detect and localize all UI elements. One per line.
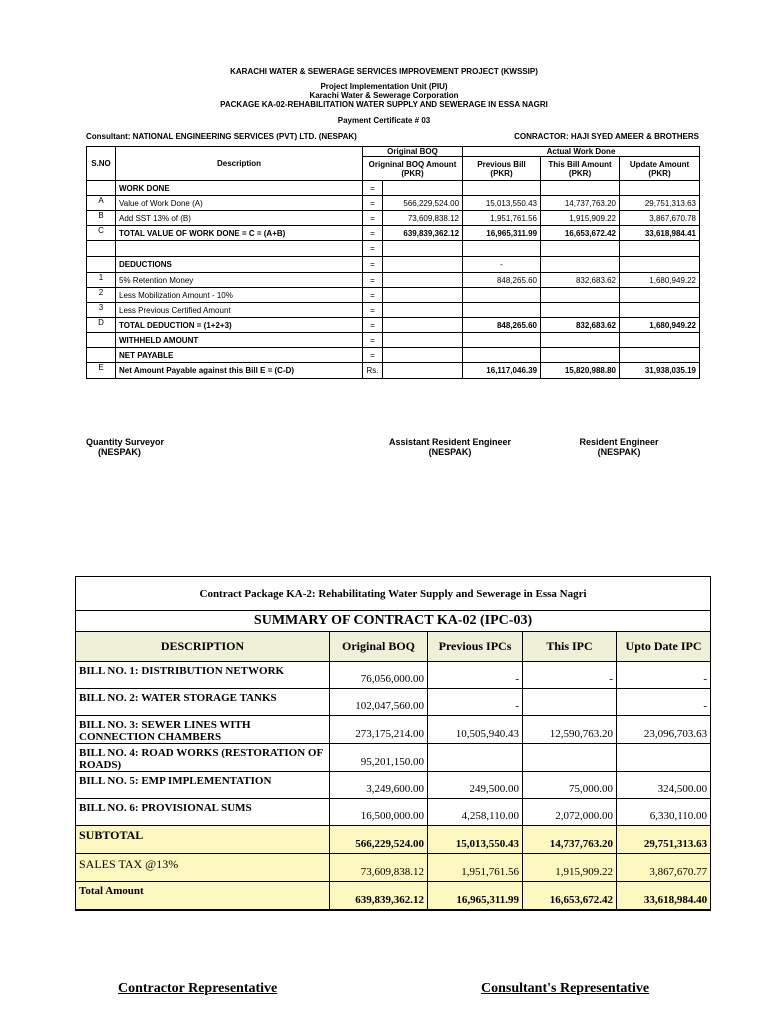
bill-original-boq: 76,056,000.00 (330, 662, 428, 689)
row-original-amount: 639,839,362.12 (383, 226, 463, 241)
row-sno (87, 333, 116, 348)
row-this-bill (541, 333, 620, 348)
row-equals-sign: = (363, 348, 383, 363)
total-previous: 16,965,311.99 (428, 882, 523, 910)
payment-certificate-table (86, 146, 700, 379)
table-row (87, 181, 700, 196)
col-update-amount-header: Update Amount (PKR) (620, 157, 700, 181)
row-sno: C (87, 226, 116, 241)
row-original-amount (383, 288, 463, 303)
col-original-amount-header: Origninal BOQ Amount (PKR) (363, 157, 463, 181)
bill-this-ipc: - (523, 662, 617, 689)
subtotal-upto: 29,751,313.63 (617, 826, 711, 854)
bill-original-boq: 16,500,000.00 (330, 799, 428, 826)
row-equals-sign: = (363, 226, 383, 241)
table-row (87, 211, 700, 226)
table-row (87, 196, 700, 211)
bill-upto-date-ipc: 6,330,110.00 (617, 799, 711, 826)
quantity-surveyor-title: Quantity Surveyor (86, 437, 165, 447)
bill-this-ipc: 2,072,000.00 (523, 799, 617, 826)
original-boq-group-header: Original BOQ (363, 147, 463, 157)
row-original-amount (383, 181, 463, 196)
row-update-amount: 29,751,313.63 (620, 196, 700, 211)
table-row (87, 226, 700, 241)
summary-bill-row (76, 689, 711, 716)
summary-subtotal-row (76, 826, 711, 854)
bill-upto-date-ipc: - (617, 689, 711, 716)
row-equals-sign: = (363, 333, 383, 348)
row-previous-bill: 848,265.60 (463, 318, 541, 333)
row-sno: 2 (87, 288, 116, 303)
bill-upto-date-ipc: 324,500.00 (617, 772, 711, 799)
summary-title: SUMMARY OF CONTRACT KA-02 (IPC-03) (76, 611, 711, 632)
row-equals-sign: = (363, 288, 383, 303)
row-description: Value of Work Done (A) (116, 196, 363, 211)
row-equals-sign: = (363, 241, 383, 257)
bill-original-boq: 3,249,600.00 (330, 772, 428, 799)
row-equals-sign: Rs. (363, 363, 383, 379)
subtotal-label: SUBTOTAL (76, 826, 330, 854)
row-description: NET PAYABLE (116, 348, 363, 363)
table-header-group-row (87, 147, 700, 157)
col-description-header: Description (116, 147, 363, 181)
summary-bill-row (76, 772, 711, 799)
resident-engineer-title: Resident Engineer (579, 437, 659, 447)
table-row (87, 333, 700, 348)
bill-this-ipc (523, 689, 617, 716)
row-original-amount (383, 241, 463, 257)
project-title: KARACHI WATER & SEWERAGE SERVICES IMPROVEMENT PROJECT (KWSSIP) (230, 67, 538, 76)
summary-bill-row (76, 744, 711, 772)
row-update-amount: 1,680,949.22 (620, 273, 700, 288)
bill-this-ipc (523, 744, 617, 772)
row-update-amount (620, 288, 700, 303)
row-original-amount (383, 257, 463, 273)
sales-tax-previous: 1,951,761.56 (428, 854, 523, 882)
actual-work-group-header: Actual Work Done (463, 147, 700, 157)
bill-previous-ipcs: - (428, 689, 523, 716)
bill-previous-ipcs: 249,500.00 (428, 772, 523, 799)
row-equals-sign: = (363, 181, 383, 196)
row-original-amount (383, 318, 463, 333)
row-previous-bill (463, 241, 541, 257)
row-sno: 3 (87, 303, 116, 318)
table-row (87, 241, 700, 257)
row-update-amount (620, 257, 700, 273)
subtotal-this: 14,737,763.20 (523, 826, 617, 854)
row-update-amount (620, 181, 700, 196)
row-update-amount (620, 241, 700, 257)
row-this-bill (541, 257, 620, 273)
row-original-amount: 73,609,838.12 (383, 211, 463, 226)
summary-col-this: This IPC (523, 632, 617, 662)
row-sno: E (87, 363, 116, 379)
summary-col-original: Original BOQ (330, 632, 428, 662)
table-row (87, 348, 700, 363)
row-previous-bill (463, 348, 541, 363)
row-equals-sign: = (363, 196, 383, 211)
bill-previous-ipcs: - (428, 662, 523, 689)
row-update-amount: 3,867,670.78 (620, 211, 700, 226)
row-update-amount (620, 348, 700, 363)
bill-description: BILL NO. 1: DISTRIBUTION NETWORK (76, 662, 330, 689)
corporation-title: Karachi Water & Sewerage Corporation (309, 91, 459, 100)
sales-tax-this: 1,915,909.22 (523, 854, 617, 882)
certificate-title: Payment Certificate # 03 (337, 116, 431, 125)
row-this-bill (541, 348, 620, 363)
piu-title: Project Implementation Unit (PIU) (320, 82, 448, 91)
subtotal-previous: 15,013,550.43 (428, 826, 523, 854)
row-previous-bill (463, 303, 541, 318)
table-row (87, 303, 700, 318)
summary-header-row (76, 632, 711, 662)
row-sno (87, 241, 116, 257)
row-this-bill (541, 303, 620, 318)
sales-tax-upto: 3,867,670.77 (617, 854, 711, 882)
bill-original-boq: 95,201,150.00 (330, 744, 428, 772)
summary-title-row (76, 611, 711, 632)
col-sno-header: S.NO (87, 147, 116, 181)
bill-original-boq: 102,047,560.00 (330, 689, 428, 716)
table-row (87, 288, 700, 303)
package-title: PACKAGE KA-02-REHABILITATION WATER SUPPLY AND SEWERAGE IN ESSA NAGRI (220, 100, 548, 109)
row-description: Add SST 13% of (B) (116, 211, 363, 226)
consultant-representative-label: Consultant's Representative (481, 981, 650, 996)
row-sno: D (87, 318, 116, 333)
summary-package-title: Contract Package KA-2: Rehabilitating Water Supply and Sewerage in Essa Nagri (76, 577, 711, 611)
contract-summary-table (75, 576, 711, 911)
bill-upto-date-ipc (617, 744, 711, 772)
bill-description: BILL NO. 2: WATER STORAGE TANKS (76, 689, 330, 716)
row-sno (87, 257, 116, 273)
row-description: 5% Retention Money (116, 273, 363, 288)
quantity-surveyor-org: (NESPAK) (98, 447, 141, 457)
bill-this-ipc: 75,000.00 (523, 772, 617, 799)
bill-description: BILL NO. 5: EMP IMPLEMENTATION (76, 772, 330, 799)
row-this-bill (541, 241, 620, 257)
summary-bill-row (76, 662, 711, 689)
row-previous-bill: 16,117,046.39 (463, 363, 541, 379)
row-previous-bill: 848,265.60 (463, 273, 541, 288)
row-description: TOTAL VALUE OF WORK DONE = C = (A+B) (116, 226, 363, 241)
row-original-amount (383, 363, 463, 379)
row-this-bill: 14,737,763.20 (541, 196, 620, 211)
bill-previous-ipcs: 10,505,940.43 (428, 716, 523, 744)
row-description (116, 241, 363, 257)
sales-tax-original: 73,609,838.12 (330, 854, 428, 882)
bill-description: BILL NO. 3: SEWER LINES WITH CONNECTION CHAMBERS (76, 716, 330, 744)
row-this-bill: 832,683.62 (541, 273, 620, 288)
row-previous-bill: - (463, 257, 541, 273)
row-sno: A (87, 196, 116, 211)
row-original-amount: 566,229,524.00 (383, 196, 463, 211)
row-equals-sign: = (363, 273, 383, 288)
bill-previous-ipcs (428, 744, 523, 772)
row-original-amount (383, 273, 463, 288)
assistant-resident-engineer-title: Assistant Resident Engineer (388, 437, 512, 447)
row-description: Less Mobilization Amount - 10% (116, 288, 363, 303)
subtotal-original: 566,229,524.00 (330, 826, 428, 854)
summary-sales-tax-row (76, 854, 711, 882)
row-this-bill: 1,915,909.22 (541, 211, 620, 226)
summary-total-row (76, 882, 711, 910)
row-update-amount: 33,618,984.41 (620, 226, 700, 241)
row-previous-bill: 16,965,311.99 (463, 226, 541, 241)
table-row (87, 273, 700, 288)
row-original-amount (383, 303, 463, 318)
row-update-amount (620, 303, 700, 318)
summary-col-previous: Previous IPCs (428, 632, 523, 662)
row-equals-sign: = (363, 318, 383, 333)
sales-tax-label: SALES TAX @13% (76, 854, 330, 882)
row-description: Less Previous Certified Amount (116, 303, 363, 318)
row-description: WORK DONE (116, 181, 363, 196)
row-original-amount (383, 348, 463, 363)
col-previous-bill-header: Previous Bill (PKR) (463, 157, 541, 181)
row-equals-sign: = (363, 303, 383, 318)
total-upto: 33,618,984.40 (617, 882, 711, 910)
row-equals-sign: = (363, 211, 383, 226)
total-original: 639,839,362.12 (330, 882, 428, 910)
bill-original-boq: 273,175,214.00 (330, 716, 428, 744)
bill-upto-date-ipc: 23,096,703.63 (617, 716, 711, 744)
row-this-bill: 15,820,988.80 (541, 363, 620, 379)
row-sno (87, 348, 116, 363)
row-original-amount (383, 333, 463, 348)
row-sno (87, 181, 116, 196)
contractor-representative-label: Contractor Representative (118, 981, 278, 996)
summary-bill-row (76, 799, 711, 826)
row-description: WITHHELD AMOUNT (116, 333, 363, 348)
total-this: 16,653,672.42 (523, 882, 617, 910)
row-update-amount: 1,680,949.22 (620, 318, 700, 333)
summary-bill-row (76, 716, 711, 744)
bill-upto-date-ipc: - (617, 662, 711, 689)
bill-description: BILL NO. 4: ROAD WORKS (RESTORATION OF ROADS) (76, 744, 330, 772)
col-this-bill-header: This Bill Amount (PKR) (541, 157, 620, 181)
row-description: Net Amount Payable against this Bill E = (C-D) (116, 363, 363, 379)
table-row (87, 363, 700, 379)
contractor-label: CONRACTOR: HAJI SYED AMEER & BROTHERS (514, 132, 699, 141)
row-previous-bill (463, 181, 541, 196)
consultant-label: Consultant: NATIONAL ENGINEERING SERVICES (PVT) LTD. (NESPAK) (86, 132, 357, 141)
total-label: Total Amount (76, 882, 330, 910)
bill-description: BILL NO. 6: PROVISIONAL SUMS (76, 799, 330, 826)
summary-package-row (76, 577, 711, 611)
row-sno: 1 (87, 273, 116, 288)
resident-engineer-org: (NESPAK) (597, 447, 641, 457)
summary-col-description: DESCRIPTION (76, 632, 330, 662)
summary-col-upto: Upto Date IPC (617, 632, 711, 662)
row-description: DEDUCTIONS (116, 257, 363, 273)
row-this-bill (541, 288, 620, 303)
row-previous-bill: 15,013,550.43 (463, 196, 541, 211)
table-row (87, 257, 700, 273)
row-previous-bill (463, 288, 541, 303)
row-this-bill: 16,653,672.42 (541, 226, 620, 241)
row-this-bill (541, 181, 620, 196)
bill-this-ipc: 12,590,763.20 (523, 716, 617, 744)
row-update-amount (620, 333, 700, 348)
assistant-resident-engineer-org: (NESPAK) (428, 447, 472, 457)
bill-previous-ipcs: 4,258,110.00 (428, 799, 523, 826)
row-update-amount: 31,938,035.19 (620, 363, 700, 379)
row-description: TOTAL DEDUCTION = (1+2+3) (116, 318, 363, 333)
row-this-bill: 832,683.62 (541, 318, 620, 333)
row-equals-sign: = (363, 257, 383, 273)
row-previous-bill (463, 333, 541, 348)
table-row (87, 318, 700, 333)
row-previous-bill: 1,951,761.56 (463, 211, 541, 226)
row-sno: B (87, 211, 116, 226)
